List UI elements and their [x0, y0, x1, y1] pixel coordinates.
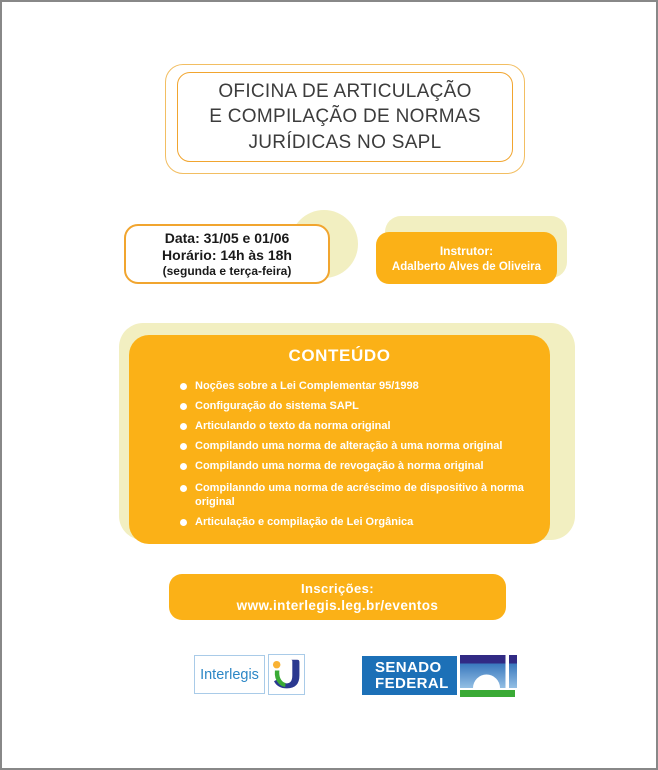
bullet-icon	[180, 463, 187, 470]
content-item-text: Compilanndo uma norma de acréscimo de dispositivo à norma original	[195, 482, 524, 508]
content-item	[180, 419, 540, 433]
registration-box	[169, 574, 506, 620]
content-item-text: Articulando o texto da norma original	[195, 420, 391, 432]
senado-logo-line-2: FEDERAL	[375, 674, 449, 692]
bullet-icon	[180, 519, 187, 526]
bullet-icon	[180, 423, 187, 430]
title-box	[165, 64, 525, 174]
schedule-box	[124, 224, 330, 284]
content-item	[180, 439, 540, 453]
bullet-icon	[180, 485, 187, 492]
content-item-text: Articulação e compilação de Lei Orgânica	[195, 516, 414, 528]
content-item-text: Configuração do sistema SAPL	[195, 400, 359, 412]
date-label: Data: 31/05 e 01/06	[164, 229, 290, 246]
page-title	[209, 79, 481, 154]
instructor-label: Instrutor:	[439, 243, 494, 258]
content-item	[180, 379, 540, 393]
content-item	[180, 459, 540, 473]
interlegis-mark-box	[268, 654, 305, 695]
instructor-box	[376, 232, 557, 284]
bullet-icon	[180, 383, 187, 390]
interlegis-logo	[194, 655, 265, 694]
registration-url: www.interlegis.leg.br/eventos	[236, 598, 439, 613]
content-box	[129, 335, 550, 544]
content-list	[180, 379, 540, 529]
content-item	[180, 515, 540, 529]
title-line-2: E COMPILAÇÃO DE NORMAS	[209, 106, 481, 128]
registration-label: Inscrições:	[300, 581, 375, 596]
content-item-text: Compilando uma norma de alteração à uma norma original	[195, 440, 503, 452]
content-item-text: Compilando uma norma de revogação à norma original	[195, 460, 484, 472]
senado-dome-flag-icon	[460, 655, 518, 697]
interlegis-logo-text: Interlegis	[200, 666, 259, 683]
content-item	[180, 399, 540, 413]
bullet-icon	[180, 403, 187, 410]
title-line-3: JURÍDICAS NO SAPL	[248, 131, 442, 153]
interlegis-iu-mark-icon	[270, 656, 303, 693]
content-item	[180, 481, 540, 509]
content-item-text: Noções sobre a Lei Complementar 95/1998	[195, 380, 419, 392]
content-title: CONTEÚDO	[288, 346, 391, 365]
senado-federal-logo	[362, 656, 457, 695]
days-label: (segunda e terça-feira)	[162, 263, 292, 278]
title-line-1: OFICINA DE ARTICULAÇÃO	[218, 81, 472, 103]
senado-logo-line-1: SENADO	[375, 658, 442, 676]
time-label: Horário: 14h às 18h	[162, 246, 292, 263]
bullet-icon	[180, 443, 187, 450]
instructor-name: Adalberto Alves de Oliveira	[391, 260, 542, 273]
title-box-inner-frame	[177, 72, 513, 162]
